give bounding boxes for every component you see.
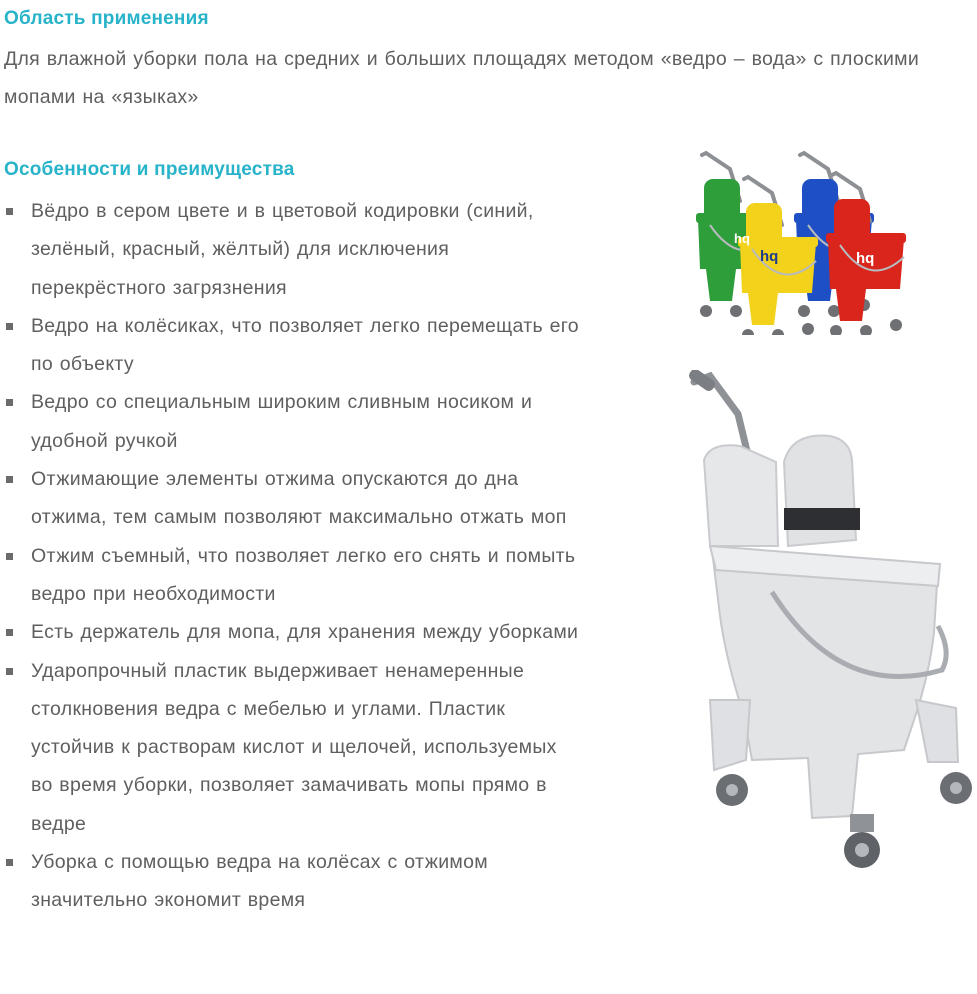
feature-text: Ведро на колёсиках, что позволяет легко перемещать его по объекту xyxy=(31,314,579,376)
gray-bucket-image xyxy=(680,370,976,875)
brand-label-green: hq xyxy=(734,231,750,246)
feature-text: Ведро со специальным широким сливным носиком и удобной ручкой xyxy=(31,391,533,452)
bullet-icon xyxy=(6,668,13,675)
feature-text: Отжим съемный, что позволяет легко его снять и помыть ведро при необходимости xyxy=(31,544,576,605)
bullet-icon xyxy=(6,399,13,406)
feature-item xyxy=(4,460,584,537)
feature-item xyxy=(4,843,584,920)
feature-item xyxy=(4,192,584,307)
features-heading: Особенности и преимущества xyxy=(4,159,295,180)
brand-label-red: hq xyxy=(856,250,875,267)
bucket-body xyxy=(712,550,938,818)
features-list xyxy=(4,192,584,920)
colored-buckets-image xyxy=(660,145,920,335)
feature-text: Уборка с помощью ведра на колёсах с отжимом значительно экономит время xyxy=(31,851,488,912)
feature-item xyxy=(4,652,584,843)
wringer-plate-left xyxy=(704,445,778,546)
feature-text: Ударопрочный пластик выдерживает ненамеренные столкновения ведра с мебелью и углами. Пластик устойчив к растворам кислот и щелочей, используемых во время уборки, позволяет замачивать мопы прямо в ведре xyxy=(31,659,557,835)
bullet-icon xyxy=(6,208,13,215)
scope-text: Для влажной уборки пола на средних и больших площадях методом «ведро – вода» с плоскими мопами на «языках» xyxy=(4,48,920,108)
feature-item xyxy=(4,383,584,460)
feature-text: Есть держатель для мопа, для хранения между уборками xyxy=(31,621,579,644)
bullet-icon xyxy=(6,323,13,330)
feature-text: Отжимающие элементы отжима опускаются до дна отжима, тем самым позволяют максимально отжать моп xyxy=(31,468,567,529)
feature-item xyxy=(4,537,584,614)
wringer-mechanism xyxy=(784,508,860,530)
bullet-icon xyxy=(6,553,13,560)
scope-heading: Область применения xyxy=(4,8,209,29)
feature-item xyxy=(4,307,584,384)
bullet-icon xyxy=(6,629,13,636)
bullet-icon xyxy=(6,859,13,866)
feature-text: Вёдро в сером цвете и в цветовой кодировки (синий, зелёный, красный, жёлтый) для исключения перекрёстного загрязнения xyxy=(31,200,534,299)
brand-label-yellow: hq xyxy=(760,248,779,265)
bullet-icon xyxy=(6,476,13,483)
feature-item xyxy=(4,613,584,651)
